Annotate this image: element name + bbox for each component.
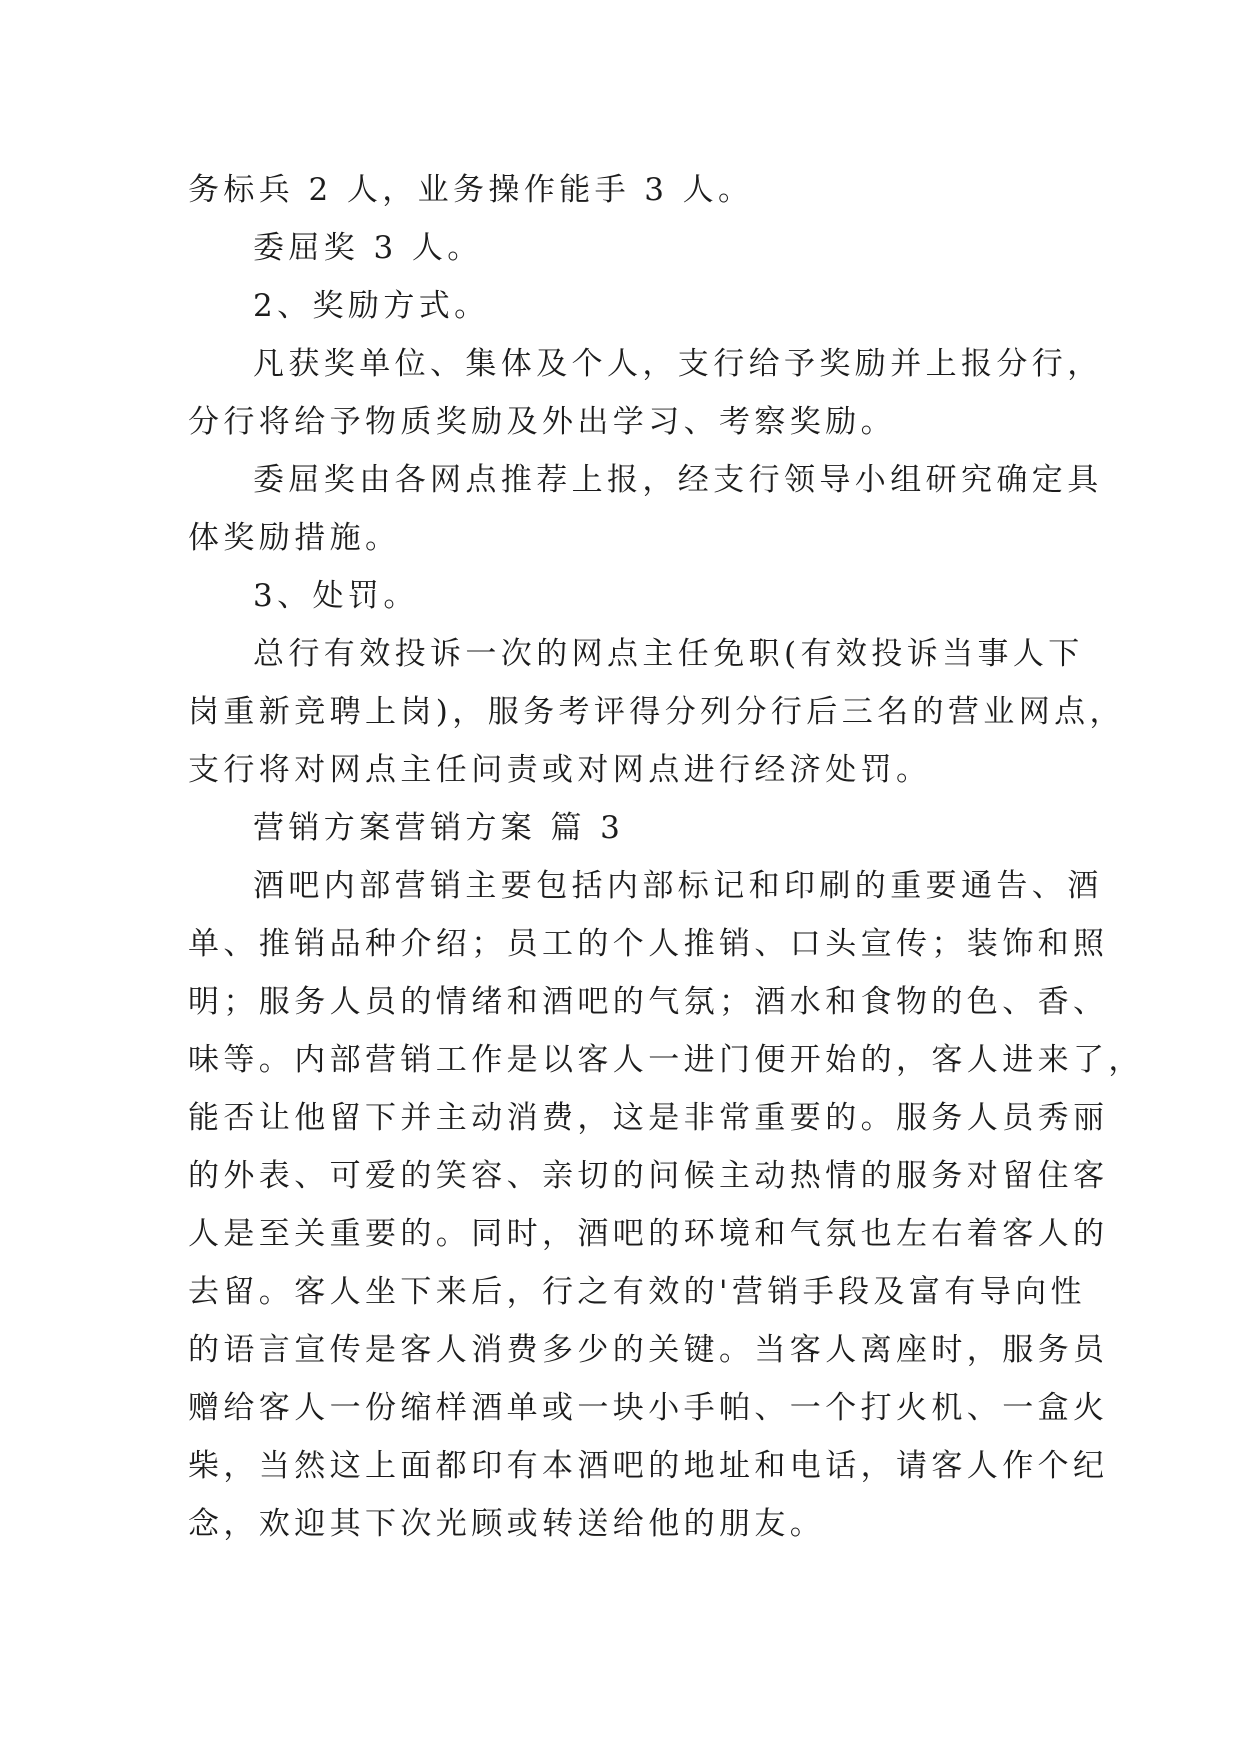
text-line: 能否让他留下并主动消费，这是非常重要的。服务人员秀丽 xyxy=(188,1100,1109,1136)
text-line: 的语言宣传是客人消费多少的关键。当客人离座时，服务员 xyxy=(188,1332,1109,1368)
text-line: 支行将对网点主任问责或对网点进行经济处罚。 xyxy=(188,752,932,788)
section-heading: 营销方案营销方案 篇 3 xyxy=(253,810,625,846)
text-line: 体奖励措施。 xyxy=(188,520,401,556)
text-line: 岗重新竞聘上岗)，服务考评得分列分行后三名的营业网点， xyxy=(188,694,1125,730)
text-line: 务标兵 2 人，业务操作能手 3 人。 xyxy=(188,172,754,208)
text-line: 去留。客人坐下来后，行之有效的'营销手段及富有导向性 xyxy=(188,1274,1086,1310)
text-line: 味等。内部营销工作是以客人一进门便开始的，客人进来了， xyxy=(188,1042,1144,1078)
text-line: 委屈奖 3 人。 xyxy=(253,230,483,266)
text-line: 2、奖励方式。 xyxy=(253,288,490,324)
text-line: 明；服务人员的情绪和酒吧的气氛；酒水和食物的色、香、 xyxy=(188,984,1109,1020)
text-line: 念，欢迎其下次光顾或转送给他的朋友。 xyxy=(188,1506,826,1542)
text-line: 酒吧内部营销主要包括内部标记和印刷的重要通告、酒 xyxy=(253,868,1103,904)
text-line: 分行将给予物质奖励及外出学习、考察奖励。 xyxy=(188,404,896,440)
text-line: 凡获奖单位、集体及个人，支行给予奖励并上报分行， xyxy=(253,346,1103,382)
text-line: 委屈奖由各网点推荐上报，经支行领导小组研究确定具 xyxy=(253,462,1103,498)
text-line: 单、推销品种介绍；员工的个人推销、口头宣传；装饰和照 xyxy=(188,926,1109,962)
text-line: 赠给客人一份缩样酒单或一块小手帕、一个打火机、一盒火 xyxy=(188,1390,1109,1426)
text-line: 人是至关重要的。同时，酒吧的环境和气氛也左右着客人的 xyxy=(188,1216,1109,1252)
text-line: 的外表、可爱的笑容、亲切的问候主动热情的服务对留住客 xyxy=(188,1158,1109,1194)
text-line: 总行有效投诉一次的网点主任免职(有效投诉当事人下 xyxy=(253,636,1084,672)
text-line: 柴，当然这上面都印有本酒吧的地址和电话，请客人作个纪 xyxy=(188,1448,1109,1484)
text-line: 3、处罚。 xyxy=(253,578,419,614)
